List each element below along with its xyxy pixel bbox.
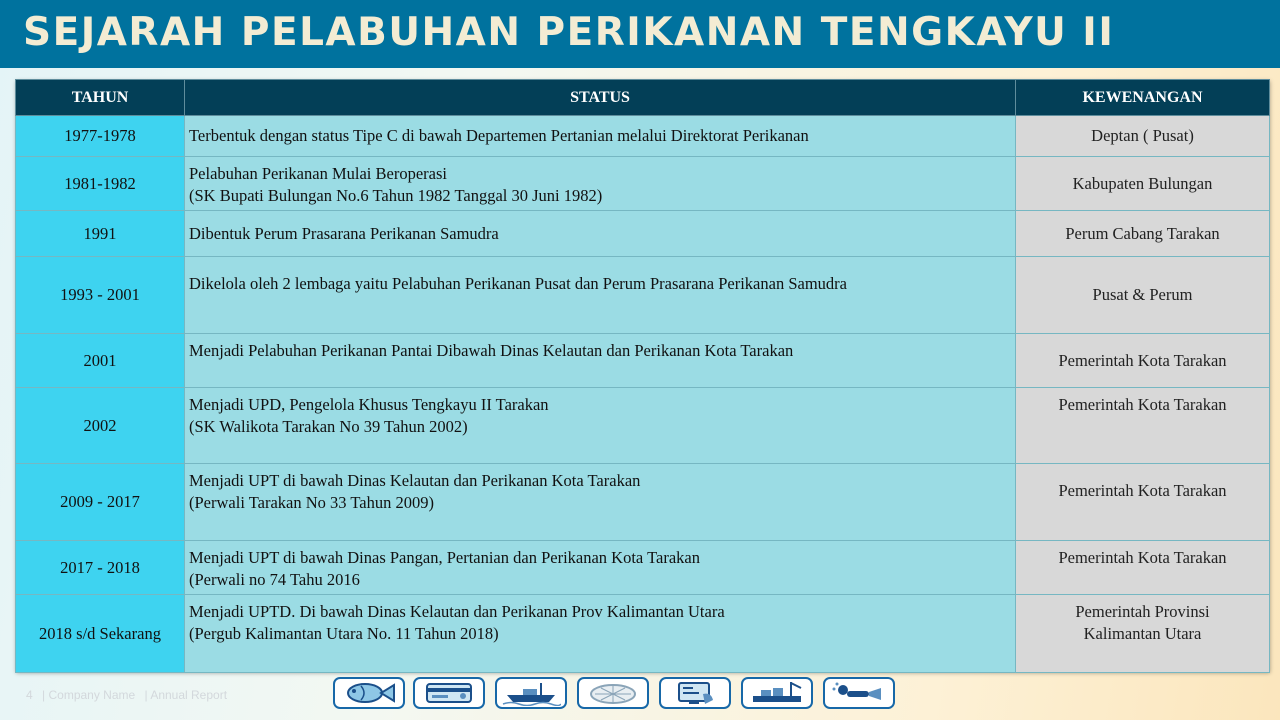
table-row [16,211,1270,257]
year-cell: 2017 - 2018 [16,541,185,595]
status-line: (Pergub Kalimantan Utara No. 11 Tahun 2018) [189,624,499,643]
table-row [16,595,1270,673]
table-row [16,257,1270,334]
table-row [16,541,1270,595]
history-table [15,79,1270,673]
status-cell [185,157,1016,211]
status-line: Menjadi UPT di bawah Dinas Pangan, Pertanian dan Perikanan Kota Tarakan [189,548,700,567]
year-cell: 1993 - 2001 [16,257,185,334]
authority-cell [1016,541,1270,595]
authority-line: Kabupaten Bulungan [1072,173,1213,193]
table-row [16,388,1270,464]
status-line: Menjadi UPD, Pengelola Khusus Tengkayu II Tarakan [189,395,549,414]
computer-icon[interactable] [659,677,731,709]
authority-cell [1016,257,1270,334]
harbor-icon[interactable] [741,677,813,709]
status-line: (SK Bupati Bulungan No.6 Tahun 1982 Tanggal 30 Juni 1982) [189,186,603,205]
authority-line: Pemerintah Provinsi [1075,602,1210,621]
authority-line: Pemerintah Kota Tarakan [1058,481,1227,500]
year-cell: 1981-1982 [16,157,185,211]
page-title: SEJARAH PELABUHAN PERIKANAN TENGKAYU II [23,10,1115,55]
table-row [16,116,1270,157]
icon-strip [333,677,903,713]
authority-line: Pemerintah Kota Tarakan [1058,395,1227,414]
footer [26,688,233,702]
authority-cell [1016,116,1270,157]
table-row [16,464,1270,541]
authority-line: Perum Cabang Tarakan [1065,223,1220,243]
status-cell [185,211,1016,257]
fish-icon[interactable] [333,677,405,709]
status-line: Dibentuk Perum Prasarana Perikanan Samudra [189,223,499,243]
authority-cell [1016,464,1270,541]
status-line: Pelabuhan Perikanan Mulai Beroperasi [189,164,447,183]
status-line: Menjadi UPT di bawah Dinas Kelautan dan Perikanan Kota Tarakan [189,471,641,490]
table-row [16,157,1270,211]
history-table-container [15,79,1269,671]
header-authority: KEWENANGAN [1016,80,1270,116]
status-cell [185,464,1016,541]
net-icon[interactable] [577,677,649,709]
authority-line: Kalimantan Utara [1083,624,1202,643]
status-line: (SK Walikota Tarakan No 39 Tahun 2002) [189,417,468,436]
diver-icon[interactable] [823,677,895,709]
year-cell: 2018 s/d Sekarang [16,595,185,673]
boat-icon[interactable] [495,677,567,709]
authority-cell [1016,211,1270,257]
authority-line: Pemerintah Kota Tarakan [1058,548,1227,567]
status-cell [185,116,1016,157]
year-cell: 1991 [16,211,185,257]
authority-cell [1016,388,1270,464]
footer-company: | Company Name [42,688,136,702]
authority-line: Deptan ( Pusat) [1091,126,1194,145]
card-icon[interactable] [413,677,485,709]
table-row [16,334,1270,388]
header-status: STATUS [185,80,1016,116]
year-cell: 2009 - 2017 [16,464,185,541]
year-cell: 2002 [16,388,185,464]
authority-line: Pusat & Perum [1092,285,1193,304]
year-cell: 2001 [16,334,185,388]
status-line: Dikelola oleh 2 lembaga yaitu Pelabuhan Perikanan Pusat dan Perum Prasarana Perikanan Samudra [189,274,847,293]
status-line: (Perwali Tarakan No 33 Tahun 2009) [189,493,434,512]
page-number: 4 [26,688,33,702]
status-line: Menjadi UPTD. Di bawah Dinas Kelautan dan Perikanan Prov Kalimantan Utara [189,602,725,621]
status-cell [185,388,1016,464]
status-line: Terbentuk dengan status Tipe C di bawah Departemen Pertanian melalui Direktorat Perikanan [189,126,809,145]
header-year: TAHUN [16,80,185,116]
status-line: Menjadi Pelabuhan Perikanan Pantai Dibawah Dinas Kelautan dan Perikanan Kota Tarakan [189,341,794,360]
authority-cell [1016,157,1270,211]
authority-cell [1016,595,1270,673]
status-cell [185,334,1016,388]
status-cell [185,595,1016,673]
authority-line: Pemerintah Kota Tarakan [1058,350,1227,370]
status-line: (Perwali no 74 Tahu 2016 [189,570,360,589]
status-cell [185,541,1016,595]
footer-report: | Annual Report [144,688,228,702]
status-cell [185,257,1016,334]
authority-cell [1016,334,1270,388]
title-bar [0,0,1280,68]
year-cell: 1977-1978 [16,116,185,157]
table-header-row [16,80,1270,116]
